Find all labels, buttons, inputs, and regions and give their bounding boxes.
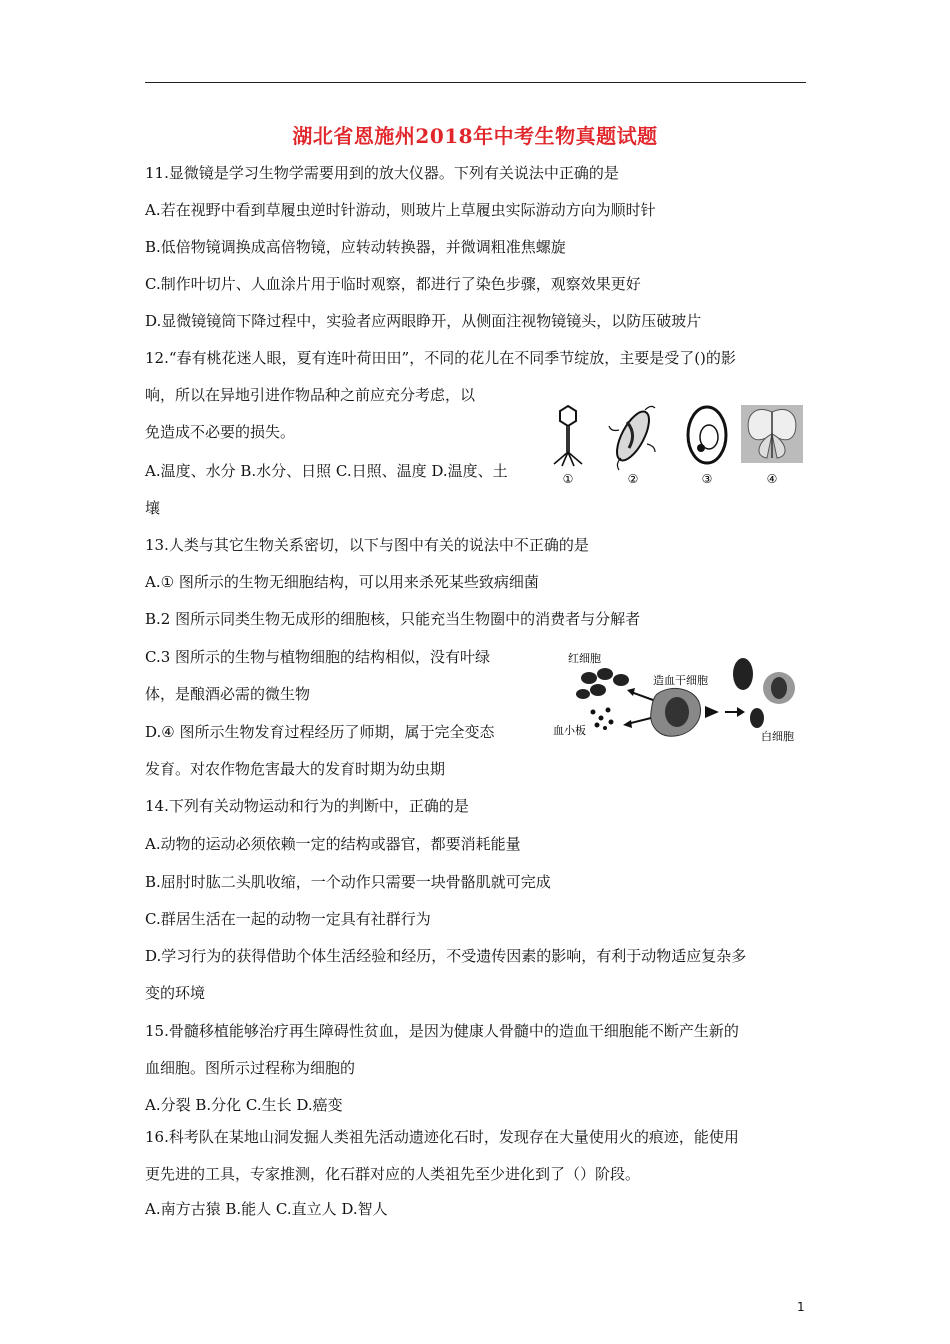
q13-stem: 13.人类与其它生物关系密切，以下与图中有关的说法中不正确的是 (145, 536, 589, 554)
stem-cell-icon (651, 688, 701, 736)
q14-stem: 14.下列有关动物运动和行为的判断中，正确的是 (145, 797, 469, 815)
figure1-label-4: ④ (766, 472, 778, 486)
figure1-label-3: ③ (701, 472, 713, 486)
blood-cell-differentiation-figure (553, 648, 805, 744)
q14-option-d-cont: 变的环境 (145, 984, 206, 1002)
q14-option-c: C.群居生活在一起的动物一定具有社群行为 (145, 910, 431, 928)
q14-option-d: D.学习行为的获得借助个体生活经验和经历，不受遗传因素的影响，有利于动物适应复杂多 (145, 947, 747, 965)
page-title: 湖北省恩施州2018年中考生物真题试题 (292, 124, 658, 148)
page-number: 1 (797, 1300, 805, 1314)
platelets-icon (591, 708, 614, 731)
label-stem-cell: 造血干细胞 (653, 674, 708, 687)
butterfly-icon (741, 405, 803, 463)
q12-stem-line2: 响，所以在异地引进作物品种之前应充分考虑，以 (145, 386, 476, 404)
label-white-blood-cell: 白细胞 (761, 730, 794, 743)
q14-option-a: A.动物的运动必须依赖一定的结构或器官，都要消耗能量 (145, 835, 521, 853)
q11-stem: 11.显微镜是学习生物学需要用到的放大仪器。下列有关说法中正确的是 (145, 164, 619, 182)
q16-stem: 16.科考队在某地山洞发掘人类祖先活动遗迹化石时，发现存在大量使用火的痕迹，能使用 (145, 1128, 739, 1146)
q11-option-a: A.若在视野中看到草履虫逆时针游动，则玻片上草履虫实际游动方向为顺时针 (145, 201, 656, 219)
label-red-blood-cell: 红细胞 (568, 652, 601, 665)
white-blood-cells-icon (733, 658, 795, 728)
q13-option-c: C.3 图所示的生物与植物细胞的结构相似，没有叶绿 (145, 648, 491, 666)
figure1-label-2: ② (627, 472, 639, 486)
organisms-figure (541, 400, 805, 488)
yeast-cell-icon (688, 407, 726, 463)
q16-stem-cont: 更先进的工具，专家推测，化石群对应的人类祖先至少进化到了（）阶段。 (145, 1165, 641, 1183)
red-blood-cells-icon (576, 668, 629, 699)
q15-options: A.分裂 B.分化 C.生长 D.癌变 (145, 1096, 343, 1114)
q13-option-d-cont: 发育。对农作物危害最大的发育时期为幼虫期 (145, 760, 446, 778)
q12-options: A.温度、水分 B.水分、日照 C.日照、温度 D.温度、土 (145, 462, 508, 480)
q11-option-b: B.低倍物镜调换成高倍物镜，应转动转换器，并微调粗准焦螺旋 (145, 238, 566, 256)
q11-option-d: D.显微镜镜筒下降过程中，实验者应两眼睁开，从侧面注视物镜镜头，以防压破玻片 (145, 312, 702, 330)
q13-option-b: B.2 图所示同类生物无成形的细胞核，只能充当生物圈中的消费者与分解者 (145, 610, 641, 628)
q12-options-cont: 壤 (145, 499, 161, 517)
q12-stem-line1: 12.“春有桃花迷人眼，夏有连叶荷田田”，不同的花儿在不同季节绽放，主要是受了()的影 (145, 349, 736, 367)
q15-stem: 15.骨髓移植能够治疗再生障碍性贫血，是因为健康人骨髓中的造血干细胞能不断产生新的 (145, 1022, 739, 1040)
q13-option-a: A.① 图所示的生物无细胞结构，可以用来杀死某些致病细菌 (145, 573, 539, 591)
header-rule (145, 82, 806, 83)
q14-option-b: B.屈肘时肱二头肌收缩，一个动作只需要一块骨骼肌就可完成 (145, 873, 551, 891)
figure1-label-1: ① (562, 472, 574, 486)
q11-option-c: C.制作叶切片、人血涂片用于临时观察，都进行了染色步骤，观察效果更好 (145, 275, 641, 293)
bacterium-icon (609, 406, 655, 470)
q13-option-c-cont: 体，是酿酒必需的微生物 (145, 685, 311, 703)
q16-options: A.南方古猿 B.能人 C.直立人 D.智人 (145, 1200, 388, 1218)
q13-option-d: D.④ 图所示生物发育过程经历了师期，属于完全变态 (145, 723, 495, 741)
label-platelet: 血小板 (553, 724, 586, 737)
q12-stem-line3: 免造成不必要的损失。 (145, 423, 296, 441)
q15-stem-cont: 血细胞。图所示过程称为细胞的 (145, 1059, 356, 1077)
bacteriophage-icon (554, 406, 582, 466)
